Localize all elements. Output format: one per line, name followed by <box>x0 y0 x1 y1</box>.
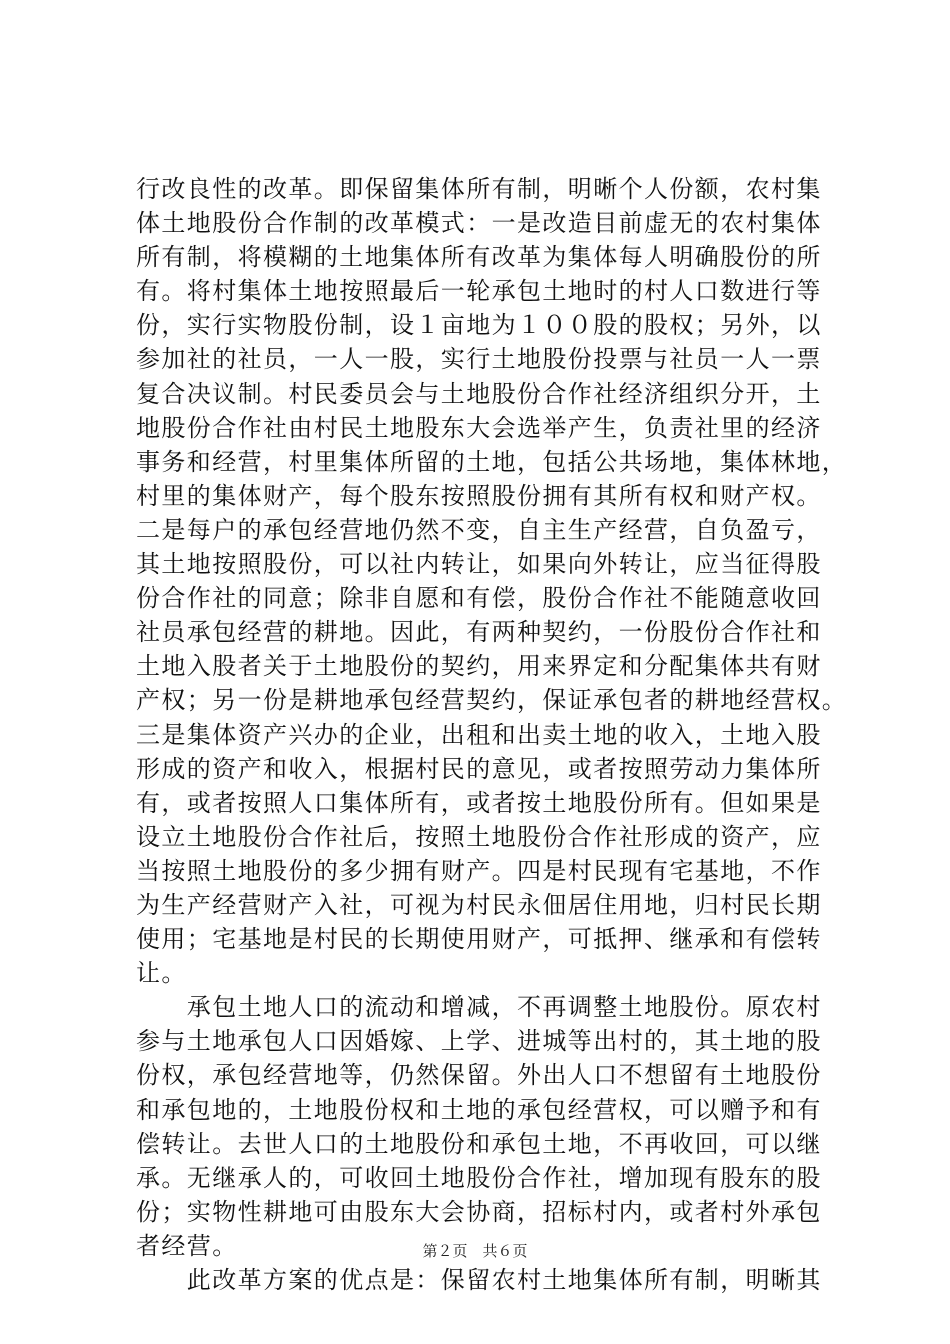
text-line: 承。无继承人的，可收回土地股份合作社，增加现有股东的股 <box>136 1163 822 1192</box>
text-line: 其土地按照股份，可以社内转让，如果向外转让，应当征得股 <box>136 550 822 579</box>
text-line: 参与土地承包人口因婚嫁、上学、进城等出村的，其土地的股 <box>136 1027 822 1056</box>
text-line: 当按照土地股份的多少拥有财产。四是村民现有宅基地，不作 <box>136 856 822 885</box>
text-line: 复合决议制。村民委员会与土地股份合作社经济组织分开，土 <box>136 379 822 408</box>
text-line: 有，或者按照人口集体所有，或者按土地股份所有。但如果是 <box>136 788 822 817</box>
text-line: 偿转让。去世人口的土地股份和承包土地，不再收回，可以继 <box>136 1129 822 1158</box>
text-line: 者经营。 <box>136 1231 238 1260</box>
text-line: 村里的集体财产，每个股东按照股份拥有其所有权和财产权。 <box>136 481 822 510</box>
text-line: 承包土地人口的流动和增减，不再调整土地股份。原农村 <box>136 993 822 1022</box>
text-line: 二是每户的承包经营地仍然不变，自主生产经营，自负盈亏， <box>136 515 822 544</box>
text-line: 份，实行实物股份制，设１亩地为１００股的股权；另外，以 <box>136 311 822 340</box>
text-line: 产权；另一份是耕地承包经营契约，保证承包者的耕地经营权。 <box>136 686 848 715</box>
text-line: 形成的资产和收入，根据村民的意见，或者按照劳动力集体所 <box>136 754 822 783</box>
text-line: 社员承包经营的耕地。因此，有两种契约，一份股份合作社和 <box>136 618 822 647</box>
text-line: 份合作社的同意；除非自愿和有偿，股份合作社不能随意收回 <box>136 584 822 613</box>
text-line: 有。将村集体土地按照最后一轮承包土地时的村人口数进行等 <box>136 277 822 306</box>
text-line: 设立土地股份合作社后，按照土地股份合作社形成的资产，应 <box>136 822 822 851</box>
text-line: 事务和经营，村里集体所留的土地，包括公共场地，集体林地， <box>136 447 848 476</box>
text-line: 和承包地的，土地股份权和土地的承包经营权，可以赠予和有 <box>136 1095 822 1124</box>
text-line: 此改革方案的优点是：保留农村土地集体所有制，明晰其 <box>136 1266 822 1294</box>
text-line: 体土地股份合作制的改革模式：一是改造目前虚无的农村集体 <box>136 209 822 238</box>
text-line: 参加社的社员，一人一股，实行土地股份投票与社员一人一票 <box>136 345 822 374</box>
text-line: 为生产经营财产入社，可视为村民永佃居住用地，归村民长期 <box>136 890 822 919</box>
body-text <box>136 172 848 1297</box>
text-line: 土地入股者关于土地股份的契约，用来界定和分配集体共有财 <box>136 652 822 681</box>
text-line: 所有制，将模糊的土地集体所有改革为集体每人明确股份的所 <box>136 243 822 272</box>
text-line: 使用；宅基地是村民的长期使用财产，可抵押、继承和有偿转 <box>136 925 822 954</box>
text-line: 让。 <box>136 959 187 988</box>
page-number-footer: 第２页 共６页 <box>422 1242 528 1260</box>
text-line: 行改良性的改革。即保留集体所有制，明晰个人份额，农村集 <box>136 175 822 203</box>
text-line: 份权，承包经营地等，仍然保留。外出人口不想留有土地股份 <box>136 1061 822 1090</box>
text-line: 地股份合作社由村民土地股东大会选举产生，负责社里的经济 <box>136 413 822 442</box>
text-line: 份；实物性耕地可由股东大会协商，招标村内，或者村外承包 <box>136 1197 822 1226</box>
text-line: 三是集体资产兴办的企业，出租和出卖土地的收入，土地入股 <box>136 720 822 749</box>
